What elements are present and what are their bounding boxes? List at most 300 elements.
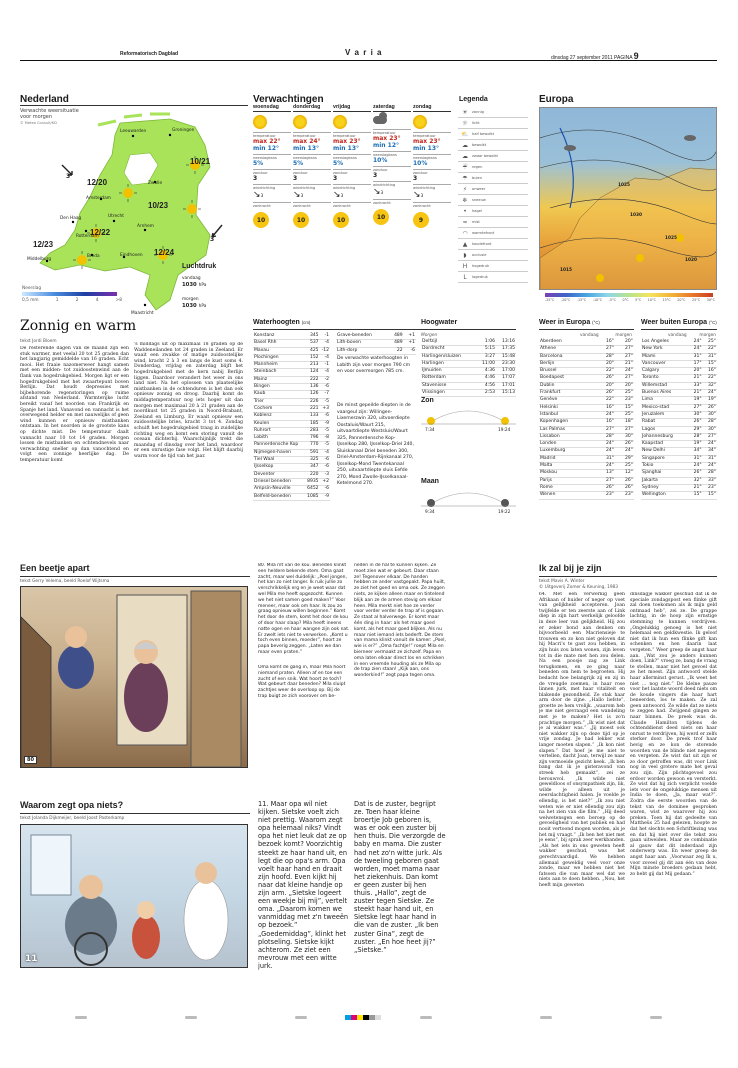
- nederland-credit: © Meteo Consult/KD: [20, 121, 57, 125]
- legend-label: hogedruk: [472, 264, 490, 268]
- scale-tick: -25°C: [545, 298, 555, 302]
- panel-number: 11: [25, 954, 38, 964]
- row-value: -6: [320, 384, 330, 391]
- opa-title: Waarom zegt opa niets?: [20, 800, 124, 810]
- ik-zal-rule: [539, 576, 717, 577]
- row-value: -9: [320, 420, 330, 427]
- weer-buiten-rule: [641, 329, 717, 330]
- day-name: woensdag: [253, 104, 291, 112]
- scale-tick: 4: [95, 298, 99, 303]
- city-dot: [169, 134, 171, 136]
- rain-label: neerslagkans: [413, 154, 451, 160]
- row-value: 22: [389, 347, 404, 354]
- uv-index: 10: [333, 212, 349, 228]
- row-value: 27°: [596, 346, 615, 353]
- row-label: Driesel beneden: [253, 478, 305, 485]
- beetje-apart-col1b: Oma komt de gang in, maar Mila hoort niemand praten. Alleen af en toe een zucht of een snik. Wat hoort ze toch? Wat gebeurt daar beneden? Mila sluipt zachtjes weer de overloop op. Bij de trap buigt ze zich voorover om be-: [258, 665, 346, 699]
- row-value: 16°: [596, 419, 615, 426]
- table-row: [253, 405, 330, 412]
- uv-label: zonkracht: [333, 202, 371, 208]
- row-value: 24°: [703, 441, 717, 448]
- zon-title: Zon: [421, 397, 434, 404]
- wind-label: windrichting: [293, 184, 331, 190]
- row-label: Sydney: [641, 484, 688, 491]
- window: [31, 835, 71, 895]
- row-value: 24°: [615, 448, 634, 455]
- fog-icon: ≈: [462, 218, 468, 226]
- row-value: -5: [320, 398, 330, 405]
- row-label: Malta: [539, 463, 596, 470]
- row-value: 15°: [703, 492, 717, 499]
- row-label: Dublin: [539, 382, 596, 389]
- table-row: [641, 441, 717, 448]
- row-value: 28°: [596, 433, 615, 440]
- table-row: [253, 493, 330, 500]
- scale-tick: -20°C: [560, 298, 571, 302]
- pressure-label: 1015: [560, 268, 572, 273]
- row-value: 2:53: [476, 390, 496, 397]
- legend-label: zonnig: [472, 110, 484, 114]
- occlusion-icon: ◗: [463, 251, 467, 259]
- table-row: [421, 360, 516, 367]
- day-name: zondag: [413, 104, 451, 112]
- opa-illustration: [20, 824, 248, 968]
- row-value: 27°: [615, 375, 634, 382]
- table-row: [253, 340, 330, 347]
- row-value: 19°: [688, 441, 702, 448]
- max-temp: max 23°: [333, 138, 361, 145]
- row-value: 28°: [596, 353, 615, 360]
- table-row: [253, 427, 330, 434]
- row-value: 133: [305, 413, 320, 420]
- row-label: Aberdeen: [539, 339, 596, 346]
- warm-front-icon: ◠: [462, 229, 468, 237]
- head-girl: [137, 901, 155, 919]
- wind-force: 3: [380, 191, 384, 196]
- panel-number: 80: [24, 756, 37, 764]
- row-label: Lagos: [641, 426, 688, 433]
- legend-item: [458, 261, 528, 272]
- row-value: 28°: [703, 419, 717, 426]
- legend-label: regen: [472, 165, 483, 169]
- legend-item: [458, 118, 528, 129]
- table-row: [421, 382, 516, 389]
- isobar-line: [540, 130, 717, 161]
- legend-label: buien: [472, 176, 483, 180]
- hoogwater-rule: [421, 329, 516, 330]
- row-value: 489: [389, 333, 404, 340]
- legend-label: onweer: [472, 187, 486, 191]
- row-label: Maxau: [253, 347, 305, 354]
- row-value: +1: [404, 333, 416, 340]
- temp-label: temperatuur: [373, 129, 411, 135]
- row-value: 24°: [688, 346, 702, 353]
- city-label: Breda: [87, 254, 100, 259]
- table-row: [253, 471, 330, 478]
- morgen-pressure: [182, 303, 206, 309]
- scale-tick: 0°C: [622, 298, 629, 302]
- table-row: [539, 441, 634, 448]
- day-name: donderdag: [293, 104, 331, 112]
- row-label: New York: [641, 346, 688, 353]
- row-label: Dordrecht: [421, 346, 476, 353]
- row-value: 25°: [615, 411, 634, 418]
- cold-front-icon: ▲: [462, 240, 468, 248]
- weer-europa-table: [539, 339, 634, 500]
- table-row: [641, 390, 717, 397]
- row-value: 537: [305, 340, 320, 347]
- row-value: -4: [320, 340, 330, 347]
- weer-europa-title: [539, 319, 600, 326]
- wind-value: 3: [210, 236, 215, 243]
- table-row: [253, 398, 330, 405]
- row-label: Ruhrort: [253, 427, 305, 434]
- city-label: Maastricht: [131, 311, 154, 316]
- hail-icon: •: [463, 207, 467, 215]
- temp-label: 10/23: [148, 201, 169, 210]
- row-value: 15:48: [496, 353, 516, 360]
- row-value: 19°: [688, 397, 702, 404]
- hoogwater-table: [421, 339, 516, 397]
- wind-label: windrichting: [253, 184, 291, 190]
- zon-op: 7:34: [425, 428, 435, 433]
- row-value: 16°: [596, 404, 615, 411]
- sun-label: zonduur: [333, 169, 371, 175]
- row-label: Deventer: [253, 471, 305, 478]
- vandaag-label: vandaag: [182, 276, 201, 281]
- wind-arrow-icon: ↘3: [413, 190, 424, 200]
- row-value: 220: [305, 471, 320, 478]
- vandaag-pressure: [182, 282, 206, 288]
- registration-mark: [295, 1016, 307, 1019]
- row-label: Wenen: [539, 492, 596, 499]
- opa-col1: 11. Maar opa wil niet kijken. Sietske voelt zich niet prettig. Waarom zegt opa helemaal niks? Vindt opa het niet leuk dat ze op bezoek komt? Voorzichtig steekt ze haar hand uit, en legt die op opa's arm. Opa voelt haar hand en draait zijn hoofd. Even kijkt hij naar dat kleine handje op zijn arm. „Sietske logeert een weekje bij mij”, vertelt oma. „Daarom komen we vanmiddag met z'n tweeën op bezoek.” „Goedemiddag”, klinkt het plotseling. Sietske kijkt achterom. Ze ziet een mevrouw met een witte jurk.: [258, 800, 349, 970]
- table-row: [421, 346, 516, 353]
- showers-icon: ☂: [462, 174, 468, 182]
- nederland-title: Nederland: [20, 94, 69, 105]
- table-row: [641, 470, 717, 477]
- day-name: zaterdag: [373, 104, 411, 112]
- opa-rule: [20, 813, 250, 814]
- row-value: 30°: [703, 426, 717, 433]
- table-row: [539, 463, 634, 470]
- table-row: [641, 492, 717, 499]
- row-value: 15°: [688, 492, 702, 499]
- rain-label: neerslagkans: [253, 154, 291, 160]
- row-value: 23°: [596, 492, 615, 499]
- table-row: [539, 368, 634, 375]
- nederland-subtitle2: voor morgen: [20, 114, 53, 120]
- sun-icon: [596, 274, 604, 282]
- city-label: Groningen: [172, 128, 195, 133]
- sun-icon: [413, 115, 427, 129]
- row-value: 33°: [703, 477, 717, 484]
- legend-item: [458, 151, 528, 162]
- min-temp: min 13°: [293, 145, 320, 152]
- row-label: Luxemburg: [539, 448, 596, 455]
- min-temp: min 12°: [373, 142, 400, 149]
- row-value: 12°: [615, 470, 634, 477]
- wind-force: 3: [420, 194, 424, 199]
- weer-europa-title-text: Weer in Europa: [539, 319, 591, 326]
- opa-byline: tekst Jolanda Dijkmeijer, beeld Joost Pasterkamp: [20, 816, 125, 821]
- forecast-day-3: [373, 104, 411, 294]
- legend-item: [458, 173, 528, 184]
- weer-buiten-table: [641, 339, 717, 500]
- sun-label: zonduur: [253, 169, 291, 175]
- registration-mark: [540, 1016, 552, 1019]
- row-value: 16°: [703, 368, 717, 375]
- beetje-apart-illustration: [20, 586, 248, 768]
- row-label: Johannesburg: [641, 433, 688, 440]
- row-label: Vancouver: [641, 360, 688, 367]
- low-pressure-icon: L: [463, 273, 467, 281]
- row-value: -4: [320, 369, 330, 376]
- row-value: 136: [305, 384, 320, 391]
- europa-map: [539, 107, 717, 290]
- sun-icon: [333, 115, 347, 129]
- row-value: -2: [320, 376, 330, 383]
- row-value: 25°: [615, 463, 634, 470]
- row-label: Kaub: [253, 391, 305, 398]
- row-value: 26°: [615, 441, 634, 448]
- row-value: 17:00: [496, 368, 516, 375]
- rain-chance: 10%: [413, 160, 428, 167]
- registration-mark: [650, 1016, 662, 1019]
- row-label: Delfzijl: [421, 339, 476, 346]
- sun-icon: [293, 115, 307, 129]
- sun-label: zonduur: [373, 166, 411, 172]
- table-row: [421, 375, 516, 382]
- table-row: [539, 382, 634, 389]
- city-label: Rotterdam: [76, 234, 99, 239]
- uv-index: 9: [413, 212, 429, 228]
- waterhoogten-table: [253, 333, 330, 501]
- city-dot: [85, 230, 87, 232]
- table-row: [421, 368, 516, 375]
- row-label: Los Angeles: [641, 339, 688, 346]
- table-row: [253, 478, 330, 485]
- row-label: Vlissingen: [421, 390, 476, 397]
- row-label: Steinbach: [253, 369, 305, 376]
- pressure-unit: hPa: [198, 304, 207, 309]
- figure-grandmother: [124, 662, 168, 732]
- city-label: Arnhem: [137, 224, 154, 229]
- row-value: 24°: [688, 339, 702, 346]
- row-value: -1: [320, 333, 330, 340]
- row-label: New Delhi: [641, 448, 688, 455]
- row-label: Jakarta: [641, 477, 688, 484]
- row-label: Istanbul: [539, 411, 596, 418]
- table-row: [253, 391, 330, 398]
- row-value: 31°: [703, 353, 717, 360]
- row-value: 20°: [615, 382, 634, 389]
- row-value: 124: [305, 369, 320, 376]
- beetje-apart-title: Een beetje apart: [20, 563, 90, 573]
- row-value: 23°: [615, 492, 634, 499]
- row-label: Nijmegen-haven: [253, 449, 305, 456]
- table-row: [539, 419, 634, 426]
- row-value: 325: [305, 457, 320, 464]
- ik-zal-col2: dinsdagje wakker geschud dat ik de speciale zondagspost een flinke gift zal doen toekomen als ik mijn geld ontmaad heb”, zei ze. De grappe lachtig, in de hoop zijn ernstige stemming te kunnen verdrijven. „Ongelukkig genoeg is het niet helemaal een geldkwestie. Ik geloof niet dat ik hun een flinke gift kan schenken en hen daarin laat vergeten.” Weer greep de angst haar aan. „Wat zou je anders kunnen doen, Link?” vroeg ze, bang de vraag te stellen, maar niet het gevoel dat ze het moest. Zijn antwoord stelde haar allerminst gerust. „Ik weet het niet ... nog niet.” De kleine pauze voor het laatste woord deed niets om de koude vingers die haar hart beneerden, los te maken. Ze zal geen antwoord. Ze wilde dat ze niets te zeggen had. Zwijgend gingen ze naar binnen. De preek was ds. Claude Hamilton tijdens de ochtenddienst deed niets om haar onrust te verdrijven, hij werd er zelfs sterker door. De preek trof haar hevig en ze kon de storende woorden van de blinde niet negeren en vergeten. Ze wist dat uit zijn er zo door getroffen was, dit voor Link nog in veel grotere mate het geval zou zijn. Zijn plichtsgevoel zou erdoor worden gewoon en versterkt. Ze wist dat hij zich verplicht voelde iets voor de ongelukkige mensen uit India te doen, „Ja, maar wat?”. Zodra die eerste woorden van de tekst van de dominee gesproken waren, wist ze waarover hij zou preken. Toen hij dat gedeelte van Mattheüs 25 had gelezen, hoopte ze dat het slechts een Schriftlezing was en dat hij niet over die tekst zou gaan uitweiden. Maar ze combinatie al gauw dat dit inderdaad zijn onderwerp was. En weer greep de angst haar aan. „Voorwaar zeg Ik u, voor zoveel gij dit aan één van deze Mijn minste broeders gedaan hebt, zo hebt gij dat Mij gedaan.”: [630, 592, 717, 877]
- table-row: [641, 375, 717, 382]
- row-label: Belfeld-beneden: [253, 493, 305, 500]
- row-value: 6452: [305, 486, 320, 493]
- waterhoogten-rule: [253, 329, 446, 330]
- row-label: Barcelona: [539, 353, 596, 360]
- table-row: [539, 477, 634, 484]
- registration-mark: [75, 1016, 87, 1019]
- row-value: 27°: [688, 404, 702, 411]
- city-dot: [132, 135, 134, 137]
- row-value: 30°: [688, 411, 702, 418]
- city-label: Utrecht: [108, 214, 124, 219]
- row-value: -6: [320, 486, 330, 493]
- staircase: [21, 617, 51, 768]
- row-label: Keulen: [253, 420, 305, 427]
- row-value: -3: [320, 471, 330, 478]
- row-label: Kopenhagen: [539, 419, 596, 426]
- sun-icon: [253, 115, 267, 129]
- row-value: 222: [305, 376, 320, 383]
- page-number: 9: [633, 51, 639, 61]
- city-dot: [144, 304, 146, 306]
- table-row: [641, 411, 717, 418]
- zonnig-title: Zonnig en warm: [20, 318, 137, 334]
- temp-label: 12/20: [87, 178, 108, 187]
- partly-cloudy-icon: ⛅: [461, 130, 469, 138]
- moon-path: [429, 493, 507, 505]
- row-value: -6: [320, 413, 330, 420]
- figure-grandfather: [65, 895, 117, 955]
- table-row: [641, 477, 717, 484]
- row-label: IJsselkop: [253, 464, 305, 471]
- zonnig-col2: 's middags uit op maximaal 18 graden op de Waddeneilanden tot 24 graden in Zeeland. Er waait een zwakke of matige zuidoostelijke wind, kracht 2 à 3 en langs de kust soms 4. Donderdag, vrijdag en zaterdag blijft het hogedrukgebied met de kern nabij Berlijn liggen. Daardoor verandert het weer in ons land niet. Na het oplossen van plaatselijke mistbanken in de ochtenduren is het dan ook opnieuw zonnig en droog. Daarbij komt de middagtemperatuur nog iets hoger uit dan morgen met maximaal 20 à 21 graden aan de noordkust tot 25 graden in Noord-Brabant, Zeeland en Limburg. Er waait opnieuw een zuidoostelijke bries, kracht 3 tot 4. Zondag schuift het hogedrukgebied traag in zuidelijke richting weg en komt een storing vanuit de oceaan dichterbij. Waarschijnlijk trekt die maandag of dinsdag over het land, waardoor er een onrustige fase volgt. Het blijft daarbij warm voor de tijd van het jaar.: [134, 342, 243, 459]
- row-label: Londen: [539, 441, 596, 448]
- row-label: Tiel Waal: [253, 457, 305, 464]
- verwachtingen-title: Verwachtingen: [253, 94, 324, 105]
- forecast-day-4: [413, 104, 451, 294]
- head-grandfather: [79, 875, 103, 899]
- row-value: 152: [305, 354, 320, 361]
- row-label: Pannerdensche Kop: [253, 442, 305, 449]
- row-value: 18°: [615, 419, 634, 426]
- row-value: 16°: [596, 339, 615, 346]
- table-row: [539, 455, 634, 462]
- forecast-day-0: [253, 104, 291, 294]
- ik-zal-title: Ik zal bij je zijn: [539, 563, 602, 573]
- legend-item: [458, 272, 528, 283]
- high-pressure-icon: H: [462, 262, 468, 270]
- table-row: [641, 353, 717, 360]
- comic-scene: [21, 825, 248, 968]
- min-temp: min 13°: [333, 145, 360, 152]
- row-label: Toronto: [641, 375, 688, 382]
- scale-tick: 0,5 mm: [22, 298, 39, 303]
- maan-op: 9:34: [425, 510, 435, 515]
- row-label: Jeruzalem: [641, 411, 688, 418]
- figure-nurse: [184, 880, 228, 960]
- row-label: Moskou: [539, 470, 596, 477]
- legend-item: [458, 206, 528, 217]
- row-label: Berlijn: [539, 360, 596, 367]
- table-row: [253, 486, 330, 493]
- table-row: [539, 339, 634, 346]
- scale-tick: -10°C: [592, 298, 603, 302]
- row-value: 24°: [596, 463, 615, 470]
- rain-chance: 5%: [333, 160, 344, 167]
- row-label: Wellington: [641, 492, 688, 499]
- table-row: [539, 404, 634, 411]
- row-value: -1: [320, 362, 330, 369]
- row-value: 27°: [596, 477, 615, 484]
- table-row: [641, 484, 717, 491]
- row-value: 1085: [305, 493, 320, 500]
- figure-girl: [132, 915, 160, 959]
- waterhoogten-table-2: [336, 333, 416, 355]
- legenda-title: Legenda: [459, 96, 488, 103]
- row-value: 591: [305, 449, 320, 456]
- table-row: [253, 333, 330, 340]
- europa-title: Europa: [539, 94, 574, 105]
- morgen-value: 1030: [182, 303, 197, 309]
- table-row: [253, 376, 330, 383]
- row-value: 226: [305, 398, 320, 405]
- temp-label: 10/21: [190, 157, 211, 166]
- table-row: [253, 435, 330, 442]
- table-row: [641, 339, 717, 346]
- row-label: Las Palmas: [539, 426, 596, 433]
- scale-tick: 30°C: [706, 298, 715, 302]
- row-label: IJmuiden: [421, 368, 476, 375]
- row-label: Grave-beneden: [336, 333, 389, 340]
- row-value: 24°: [596, 448, 615, 455]
- row-value: 283: [305, 427, 320, 434]
- row-value: 29°: [688, 426, 702, 433]
- min-temp: min 12°: [253, 145, 280, 152]
- sun-hours: 3: [333, 175, 338, 182]
- row-value: 26°: [703, 404, 717, 411]
- scale-tick: 2: [75, 298, 79, 303]
- row-label: Boedapest: [539, 375, 596, 382]
- beetje-apart-rule: [20, 576, 250, 577]
- legend-item: [458, 239, 528, 250]
- row-value: 24°: [596, 441, 615, 448]
- row-value: 23:30: [496, 360, 516, 367]
- row-value: 5:15: [476, 346, 496, 353]
- table-row: [253, 457, 330, 464]
- table-row: [641, 419, 717, 426]
- row-label: Rome: [539, 484, 596, 491]
- forecast-day-1: [293, 104, 331, 294]
- scale-tick: 20°C: [677, 298, 686, 302]
- scale-tick: 5°C: [635, 298, 642, 302]
- table-row: [336, 340, 416, 347]
- city-label: Leeuwarden: [120, 129, 147, 134]
- europa-scale-bar: [545, 293, 713, 297]
- table-row: [539, 433, 634, 440]
- table-row: [539, 346, 634, 353]
- weer-europa-col-labels: [580, 333, 632, 338]
- head-father: [65, 626, 87, 648]
- table-row: [421, 339, 516, 346]
- row-value: 23°: [703, 484, 717, 491]
- table-row: [641, 404, 717, 411]
- legend-label: half bewolkt: [472, 132, 495, 136]
- row-value: -4: [320, 449, 330, 456]
- table-row: [421, 353, 516, 360]
- row-value: 26°: [615, 484, 634, 491]
